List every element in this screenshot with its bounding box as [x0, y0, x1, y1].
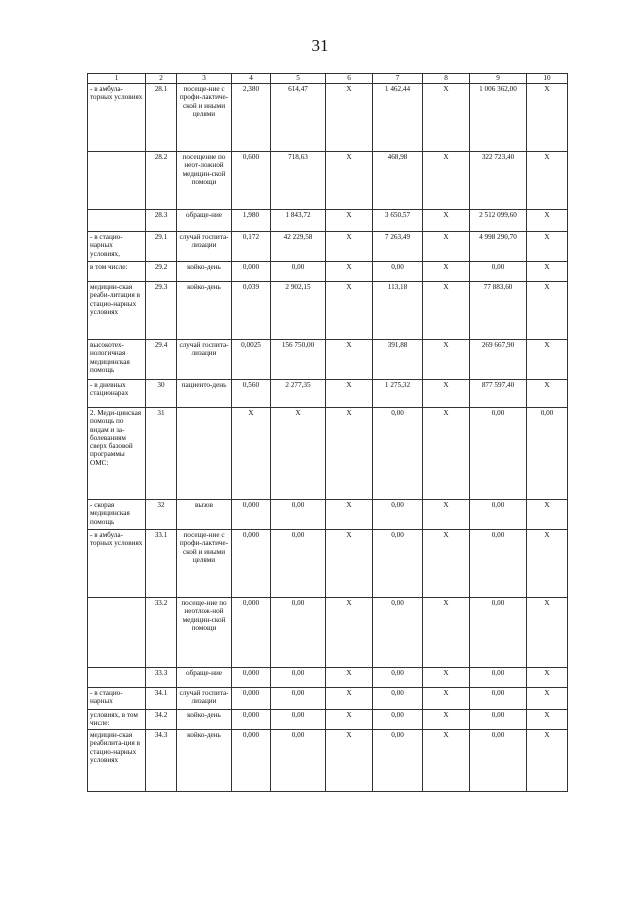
- table-row: [88, 262, 568, 282]
- table-row: [88, 340, 568, 380]
- col6-value: Х: [326, 500, 373, 530]
- col10-value: Х: [527, 380, 568, 408]
- col10-value: Х: [527, 84, 568, 152]
- col4-value: 0,000: [232, 668, 271, 688]
- row-label: - в дневных стационарах: [88, 380, 146, 408]
- row-unit: койко-день: [177, 282, 232, 340]
- col10-value: Х: [527, 210, 568, 232]
- row-code: 33.3: [146, 668, 177, 688]
- col10-value: Х: [527, 340, 568, 380]
- row-unit: обраще-ние: [177, 668, 232, 688]
- col9-value: 2 512 099,60: [470, 210, 527, 232]
- col4-value: 0,0025: [232, 340, 271, 380]
- header-cell: 1: [88, 74, 146, 84]
- col5-value: 0,00: [271, 688, 326, 710]
- col9-value: 0,00: [470, 710, 527, 730]
- row-code: 34.1: [146, 688, 177, 710]
- col9-value: 1 006 362,00: [470, 84, 527, 152]
- col7-value: 0,00: [373, 688, 423, 710]
- table-row: [88, 500, 568, 530]
- col6-value: Х: [326, 730, 373, 792]
- col6-value: Х: [326, 232, 373, 262]
- col4-value: 0,000: [232, 500, 271, 530]
- col6-value: Х: [326, 84, 373, 152]
- col8-value: Х: [423, 210, 470, 232]
- header-cell: 9: [470, 74, 527, 84]
- row-code: 28.1: [146, 84, 177, 152]
- col7-value: 0,00: [373, 408, 423, 500]
- col6-value: Х: [326, 262, 373, 282]
- budget-table: [87, 73, 568, 792]
- col9-value: 0,00: [470, 500, 527, 530]
- col9-value: 0,00: [470, 408, 527, 500]
- col6-value: Х: [326, 282, 373, 340]
- table-row: [88, 210, 568, 232]
- col4-value: Х: [232, 408, 271, 500]
- col10-value: Х: [527, 232, 568, 262]
- col4-value: 1,980: [232, 210, 271, 232]
- header-cell: 6: [326, 74, 373, 84]
- col9-value: 0,00: [470, 730, 527, 792]
- col8-value: Х: [423, 408, 470, 500]
- col9-value: 4 998 290,70: [470, 232, 527, 262]
- row-unit: посещение по неот-ложной медицин-ской помощи: [177, 152, 232, 210]
- col9-value: 877 597,40: [470, 380, 527, 408]
- row-code: 33.1: [146, 530, 177, 598]
- row-code: 34.3: [146, 730, 177, 792]
- col10-value: Х: [527, 530, 568, 598]
- col4-value: 0,000: [232, 598, 271, 668]
- row-code: 29.3: [146, 282, 177, 340]
- col6-value: Х: [326, 340, 373, 380]
- table-row: [88, 152, 568, 210]
- row-label: - в стацио-нарных: [88, 688, 146, 710]
- col10-value: Х: [527, 730, 568, 792]
- header-cell: 8: [423, 74, 470, 84]
- row-code: 28.3: [146, 210, 177, 232]
- row-code: 33.2: [146, 598, 177, 668]
- col5-value: 0,00: [271, 668, 326, 688]
- header-cell: 3: [177, 74, 232, 84]
- col5-value: 718,63: [271, 152, 326, 210]
- row-code: 29.4: [146, 340, 177, 380]
- header-cell: 5: [271, 74, 326, 84]
- header-cell: 10: [527, 74, 568, 84]
- col8-value: Х: [423, 380, 470, 408]
- table-row: [88, 84, 568, 152]
- col6-value: Х: [326, 530, 373, 598]
- col5-value: 1 843,72: [271, 210, 326, 232]
- col5-value: 0,00: [271, 530, 326, 598]
- col7-value: 1 462,44: [373, 84, 423, 152]
- col4-value: 0,560: [232, 380, 271, 408]
- table-row: [88, 598, 568, 668]
- col8-value: Х: [423, 500, 470, 530]
- row-code: 29.2: [146, 262, 177, 282]
- header-cell: 2: [146, 74, 177, 84]
- col5-value: 0,00: [271, 710, 326, 730]
- col9-value: 77 883,60: [470, 282, 527, 340]
- col8-value: Х: [423, 688, 470, 710]
- col7-value: 0,00: [373, 262, 423, 282]
- col10-value: Х: [527, 262, 568, 282]
- row-label: [88, 152, 146, 210]
- row-code: 29.1: [146, 232, 177, 262]
- col8-value: Х: [423, 340, 470, 380]
- col6-value: Х: [326, 210, 373, 232]
- row-label: [88, 210, 146, 232]
- col6-value: Х: [326, 152, 373, 210]
- header-cell: 4: [232, 74, 271, 84]
- col9-value: 0,00: [470, 668, 527, 688]
- col8-value: Х: [423, 262, 470, 282]
- col5-value: 0,00: [271, 500, 326, 530]
- col9-value: 0,00: [470, 598, 527, 668]
- col10-value: Х: [527, 688, 568, 710]
- col5-value: Х: [271, 408, 326, 500]
- row-label: [88, 598, 146, 668]
- table-row: [88, 688, 568, 710]
- col10-value: Х: [527, 668, 568, 688]
- col4-value: 0,000: [232, 688, 271, 710]
- col8-value: Х: [423, 730, 470, 792]
- row-unit: [177, 408, 232, 500]
- col5-value: 156 750,00: [271, 340, 326, 380]
- row-unit: обраще-ние: [177, 210, 232, 232]
- header-row: [88, 74, 568, 84]
- col10-value: 0,00: [527, 408, 568, 500]
- col7-value: 113,18: [373, 282, 423, 340]
- col5-value: 0,00: [271, 598, 326, 668]
- col7-value: 391,88: [373, 340, 423, 380]
- col8-value: Х: [423, 84, 470, 152]
- col8-value: Х: [423, 152, 470, 210]
- col4-value: 0,172: [232, 232, 271, 262]
- row-unit: койко-день: [177, 730, 232, 792]
- page-number: 31: [311, 36, 329, 55]
- row-label: условиях, в том числе:: [88, 710, 146, 730]
- row-unit: случай госпита-лизации: [177, 232, 232, 262]
- col4-value: 2,380: [232, 84, 271, 152]
- col10-value: Х: [527, 500, 568, 530]
- col7-value: 0,00: [373, 730, 423, 792]
- col8-value: Х: [423, 668, 470, 688]
- row-label: высокотех-нологичная медицинская помощь: [88, 340, 146, 380]
- col5-value: 614,47: [271, 84, 326, 152]
- row-unit: пациенто-день: [177, 380, 232, 408]
- row-code: 32: [146, 500, 177, 530]
- col6-value: Х: [326, 710, 373, 730]
- row-code: 30: [146, 380, 177, 408]
- col5-value: 2 902,15: [271, 282, 326, 340]
- col4-value: 0,000: [232, 262, 271, 282]
- col7-value: 0,00: [373, 598, 423, 668]
- col5-value: 0,00: [271, 730, 326, 792]
- col7-value: 1 275,32: [373, 380, 423, 408]
- table-row: [88, 710, 568, 730]
- col7-value: 7 263,49: [373, 232, 423, 262]
- row-code: 31: [146, 408, 177, 500]
- table-row: [88, 408, 568, 500]
- header-cell: 7: [373, 74, 423, 84]
- col5-value: 0,00: [271, 262, 326, 282]
- row-unit: посеще-ние с профи-лактиче-ской и иными целями: [177, 530, 232, 598]
- col7-value: 0,00: [373, 668, 423, 688]
- row-label: 2. Меди-цинская помощь по видам и за-болеваниям сверх базовой программы ОМС:: [88, 408, 146, 500]
- col4-value: 0,000: [232, 530, 271, 598]
- col8-value: Х: [423, 598, 470, 668]
- row-label: [88, 668, 146, 688]
- col5-value: 42 229,58: [271, 232, 326, 262]
- row-unit: вызов: [177, 500, 232, 530]
- col6-value: Х: [326, 380, 373, 408]
- col8-value: Х: [423, 282, 470, 340]
- table-row: [88, 380, 568, 408]
- table-row: [88, 530, 568, 598]
- row-unit: койко-день: [177, 710, 232, 730]
- row-unit: посеще-ние по неотлож-ной медицин-ской помощи: [177, 598, 232, 668]
- table-row: [88, 282, 568, 340]
- row-label: - скорая медицинская помощь: [88, 500, 146, 530]
- col10-value: Х: [527, 282, 568, 340]
- row-label: - в амбула-торных условиях: [88, 530, 146, 598]
- col6-value: Х: [326, 688, 373, 710]
- table-row: [88, 232, 568, 262]
- row-label: медицин-ская реабилита-ция в стацио-нарных условиях: [88, 730, 146, 792]
- col10-value: Х: [527, 598, 568, 668]
- row-label: в том числе:: [88, 262, 146, 282]
- col9-value: 0,00: [470, 530, 527, 598]
- col7-value: 0,00: [373, 530, 423, 598]
- row-code: 34.2: [146, 710, 177, 730]
- col4-value: 0,000: [232, 710, 271, 730]
- row-label: - в амбула-торных условиях: [88, 84, 146, 152]
- col7-value: 0,00: [373, 710, 423, 730]
- col4-value: 0,600: [232, 152, 271, 210]
- col9-value: 322 723,40: [470, 152, 527, 210]
- table-row: [88, 730, 568, 792]
- row-code: 28.2: [146, 152, 177, 210]
- col6-value: Х: [326, 668, 373, 688]
- col7-value: 0,00: [373, 500, 423, 530]
- col7-value: 468,98: [373, 152, 423, 210]
- col8-value: Х: [423, 232, 470, 262]
- row-unit: случай госпита-лизации: [177, 688, 232, 710]
- col7-value: 3 650,57: [373, 210, 423, 232]
- col8-value: Х: [423, 530, 470, 598]
- row-label: медицин-ская реаби-литация в стацио-нарных условиях: [88, 282, 146, 340]
- col5-value: 2 277,35: [271, 380, 326, 408]
- row-label: - в стацио-нарных условиях,: [88, 232, 146, 262]
- col6-value: Х: [326, 408, 373, 500]
- col4-value: 0,000: [232, 730, 271, 792]
- col9-value: 0,00: [470, 262, 527, 282]
- row-unit: койко-день: [177, 262, 232, 282]
- row-unit: посеще-ние с профи-лактиче-ской и иными целями: [177, 84, 232, 152]
- col4-value: 0,039: [232, 282, 271, 340]
- row-unit: случай госпита-лизации: [177, 340, 232, 380]
- table-row: [88, 668, 568, 688]
- col10-value: Х: [527, 710, 568, 730]
- col6-value: Х: [326, 598, 373, 668]
- col8-value: Х: [423, 710, 470, 730]
- col9-value: 269 667,90: [470, 340, 527, 380]
- col10-value: Х: [527, 152, 568, 210]
- col9-value: 0,00: [470, 688, 527, 710]
